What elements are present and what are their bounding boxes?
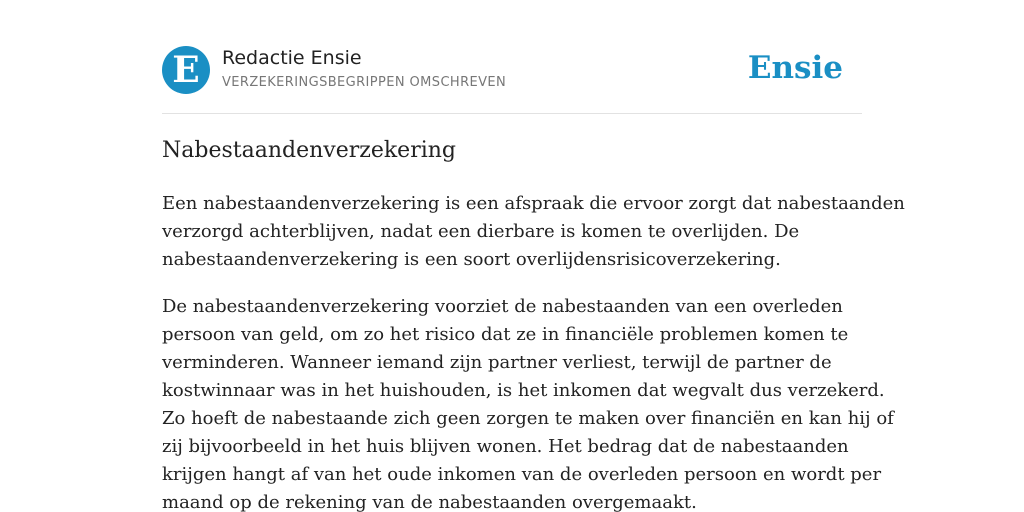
paragraph-line: maand op de rekening van de nabestaanden overgemaakt. <box>162 492 697 512</box>
paragraph-line: Een nabestaandenverzekering is een afspraak die ervoor zorgt dat nabestaanden <box>162 193 905 214</box>
author-name[interactable]: Redactie Ensie <box>222 47 362 69</box>
ensie-logo-icon[interactable]: E <box>162 46 210 94</box>
header-divider <box>162 113 862 114</box>
article-paragraph-1 <box>162 190 905 274</box>
article-paragraph-2 <box>162 293 894 512</box>
paragraph-line: verminderen. Wanneer iemand zijn partner verliest, terwijl de partner de <box>162 352 832 373</box>
paragraph-line: kostwinnaar was in het huishouden, is het inkomen dat wegvalt dus verzekerd. <box>162 380 885 401</box>
author-tagline: VERZEKERINGSBEGRIPPEN OMSCHREVEN <box>222 75 507 90</box>
paragraph-line: nabestaandenverzekering is een soort overlijdensrisicoverzekering. <box>162 249 781 270</box>
header <box>162 46 862 96</box>
paragraph-line: De nabestaandenverzekering voorziet de nabestaanden van een overleden <box>162 296 843 317</box>
paragraph-line: persoon van geld, om zo het risico dat ze in financiële problemen komen te <box>162 324 849 345</box>
paragraph-line: krijgen hangt af van het oude inkomen van de overleden persoon en wordt per <box>162 464 882 485</box>
paragraph-line: Zo hoeft de nabestaande zich geen zorgen te maken over financiën en kan hij of <box>162 408 894 429</box>
brand-logo[interactable]: Ensie <box>747 50 843 86</box>
paragraph-line: verzorgd achterblijven, nadat een dierbare is komen te overlijden. De <box>162 221 800 242</box>
paragraph-line: zij bijvoorbeeld in het huis blijven wonen. Het bedrag dat de nabestaanden <box>162 436 849 457</box>
page-title: Nabestaandenverzekering <box>162 138 457 163</box>
